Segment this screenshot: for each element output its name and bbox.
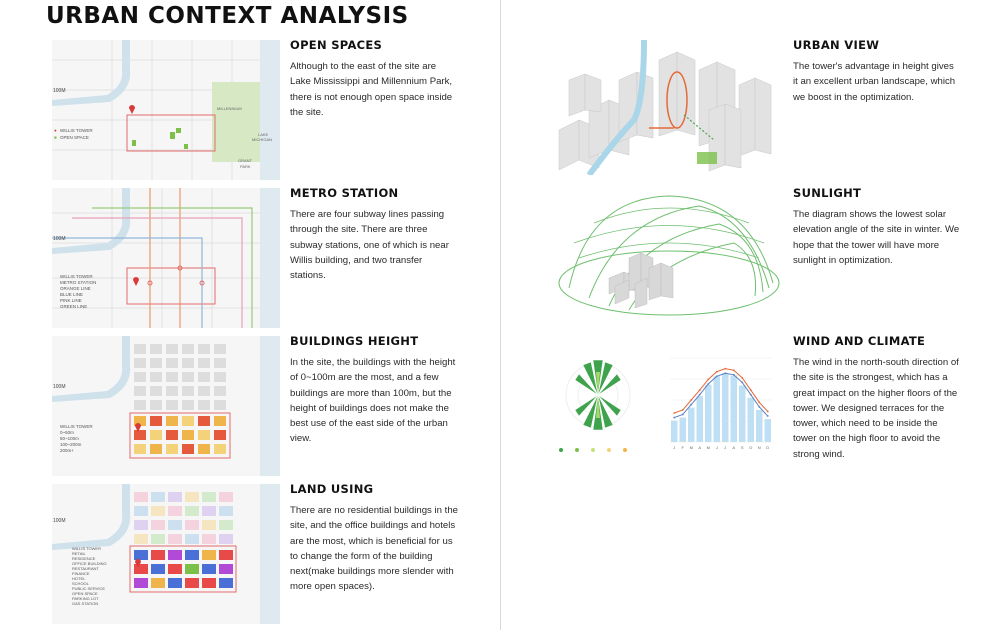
- grant-label-2: PARK: [240, 164, 251, 169]
- climate-point: [741, 377, 743, 379]
- land-using-body: There are no residential buildings in the site, and the office buildings and hotels are the most, which is beneficial for us to change the form of the building next(make buildings more slender with more open spaces).: [290, 505, 458, 593]
- urban-view-image: [549, 40, 783, 175]
- legend-land-9: OPEN SPACE: [72, 591, 98, 596]
- legend-open: OPEN SPACE: [60, 135, 89, 140]
- climate-tick-label: M: [689, 445, 693, 450]
- scale-label: 100M: [53, 88, 66, 94]
- wind-rose: [553, 350, 643, 462]
- page-fold-divider: [500, 0, 501, 630]
- climate-bar: [671, 421, 678, 442]
- climate-tick-label: S: [740, 445, 744, 450]
- climate-bar: [756, 410, 763, 442]
- wind-climate-body: The wind in the north-south direction of the site is the strongest, which has a great impact on the higher floors of the tower. We designed terraces for the tower, which need to be inside the tower on the high floor to avoid the strong wind.: [793, 357, 959, 460]
- open-spaces-heading: OPEN SPACES: [290, 38, 383, 52]
- legend-metro-station: METRO STATION: [60, 280, 97, 285]
- lake-label: LAKE: [258, 132, 269, 137]
- climate-point: [767, 415, 769, 417]
- climate-point: [750, 394, 752, 396]
- legend-land-3: OFFICE BUILDING: [72, 561, 107, 566]
- legend-willis: WILLIS TOWER: [60, 424, 93, 429]
- legend-pink-line: PINK LINE: [60, 298, 82, 303]
- legend-h1: 0~50m: [60, 430, 74, 435]
- scale-label: 100M: [53, 518, 66, 524]
- climate-point: [758, 401, 760, 403]
- urban-view-body: The tower's advantage in height gives it an excellent urban landscape, which we boost in the optimization.: [793, 61, 956, 103]
- climate-bar: [714, 376, 721, 442]
- legend-h2: 50~100m: [60, 436, 79, 441]
- sunlight-heading: SUNLIGHT: [793, 186, 862, 200]
- metro-body: There are four subway lines passing through the site. There are three subway stations, one of which is near Willis building, and two transfer stations.: [290, 209, 449, 282]
- urban-view-svg: [549, 40, 783, 175]
- climate-bar: [731, 376, 738, 442]
- climate-bar: [680, 418, 687, 442]
- buildings-height-section: [290, 334, 458, 447]
- legend-land-10: PARKING LOT: [72, 596, 99, 601]
- climate-tick-label: J: [724, 445, 727, 450]
- climate-bar: [765, 419, 772, 442]
- climate-bar: [739, 385, 746, 442]
- sunlight-body: The diagram shows the lowest solar elevation angle of the site in winter. We hope that the tower will have more sunlight in optimization.: [793, 209, 960, 266]
- climate-chart: [660, 350, 780, 462]
- legend-marker-icon: ●: [54, 128, 57, 133]
- park-label: MILLENNIUM: [217, 106, 242, 111]
- climate-tick-label: M: [706, 445, 710, 450]
- legend-land-7: SCHOOL: [72, 581, 89, 586]
- legend-land-0: WILLIS TOWER: [72, 546, 101, 551]
- legend-open-swatch: ■: [54, 135, 57, 140]
- climate-point: [673, 412, 675, 414]
- climate-point: [707, 383, 709, 385]
- legend-land-2: RESIDENCE: [72, 556, 96, 561]
- climate-bar: [697, 396, 704, 442]
- climate-chart-svg: [660, 350, 780, 462]
- climate-tick-label: J: [673, 445, 676, 450]
- legend-willis: WILLIS TOWER: [60, 128, 93, 133]
- climate-tick-label: A: [698, 445, 702, 450]
- land-using-section: [290, 482, 458, 595]
- climate-point: [673, 417, 675, 419]
- sunlight-diagram: [549, 188, 783, 326]
- climate-tick-label: J: [715, 445, 718, 450]
- climate-point: [733, 369, 735, 371]
- buildings-height-body: In the site, the buildings with the height of 0~100m are the most, and a few buildings are more than 100m, but the height of buildings does not make the best use of the east side of the urban view.: [290, 357, 456, 445]
- scale-label: 100M: [53, 236, 66, 242]
- lake-label-2: MICHIGAN: [252, 137, 272, 142]
- climate-tick-label: N: [757, 445, 761, 450]
- legend-h3: 100~200m: [60, 442, 82, 447]
- climate-point: [690, 404, 692, 406]
- climate-point: [724, 368, 726, 370]
- legend-land-8: PUBLIC SERVICE: [72, 586, 106, 591]
- scale-label: 100M: [53, 384, 66, 390]
- climate-point: [699, 389, 701, 391]
- climate-point: [682, 414, 684, 416]
- climate-point: [733, 374, 735, 376]
- climate-tick-label: A: [732, 445, 736, 450]
- wind-climate-section: [793, 334, 961, 462]
- legend-h4: 200m+: [60, 448, 74, 453]
- climate-point: [690, 399, 692, 401]
- climate-tick-label: O: [749, 445, 753, 450]
- climate-point: [699, 394, 701, 396]
- climate-point: [707, 378, 709, 380]
- legend-land-6: HOTEL: [72, 576, 86, 581]
- climate-tick-label: D: [766, 445, 770, 450]
- climate-bar: [748, 398, 755, 442]
- legend-land-11: GAS STATION: [72, 601, 99, 606]
- wind-rose-svg: [553, 350, 643, 462]
- climate-point: [724, 372, 726, 374]
- grant-label: GRANT: [238, 158, 252, 163]
- open-spaces-body: Although to the east of the site are Lake Mississippi and Millennium Park, there is not enough open space inside the site.: [290, 61, 453, 118]
- climate-point: [682, 409, 684, 411]
- page-title: URBAN CONTEXT ANALYSIS: [46, 3, 409, 29]
- climate-point: [741, 382, 743, 384]
- legend-orange-line: ORANGE LINE: [60, 286, 91, 291]
- urban-view-section: [793, 38, 961, 105]
- climate-point: [758, 406, 760, 408]
- legend-land-4: RESTAURANT: [72, 566, 99, 571]
- climate-point: [767, 411, 769, 413]
- open-spaces-section: [290, 38, 458, 120]
- land-using-heading: LAND USING: [290, 482, 374, 496]
- climate-tick-label: F: [681, 445, 684, 450]
- sunlight-svg: [549, 188, 783, 326]
- legend-land-1: RETAIL: [72, 551, 86, 556]
- legend-blue-line: BLUE LINE: [60, 292, 84, 297]
- legend-land-5: FINANCE: [72, 571, 90, 576]
- wind-climate-heading: WIND AND CLIMATE: [793, 334, 926, 348]
- metro-heading: METRO STATION: [290, 186, 399, 200]
- climate-point: [716, 371, 718, 373]
- buildings-height-heading: BUILDINGS HEIGHT: [290, 334, 419, 348]
- legend-green-line: GREEN LINE: [60, 304, 88, 309]
- climate-point: [716, 375, 718, 377]
- sunlight-section: [793, 186, 961, 268]
- climate-bar: [705, 385, 712, 442]
- urban-view-heading: URBAN VIEW: [793, 38, 880, 52]
- climate-bar: [722, 373, 729, 442]
- legend-willis: WILLIS TOWER: [60, 274, 93, 279]
- climate-point: [750, 389, 752, 391]
- metro-section: [290, 186, 458, 283]
- climate-bar: [688, 408, 695, 442]
